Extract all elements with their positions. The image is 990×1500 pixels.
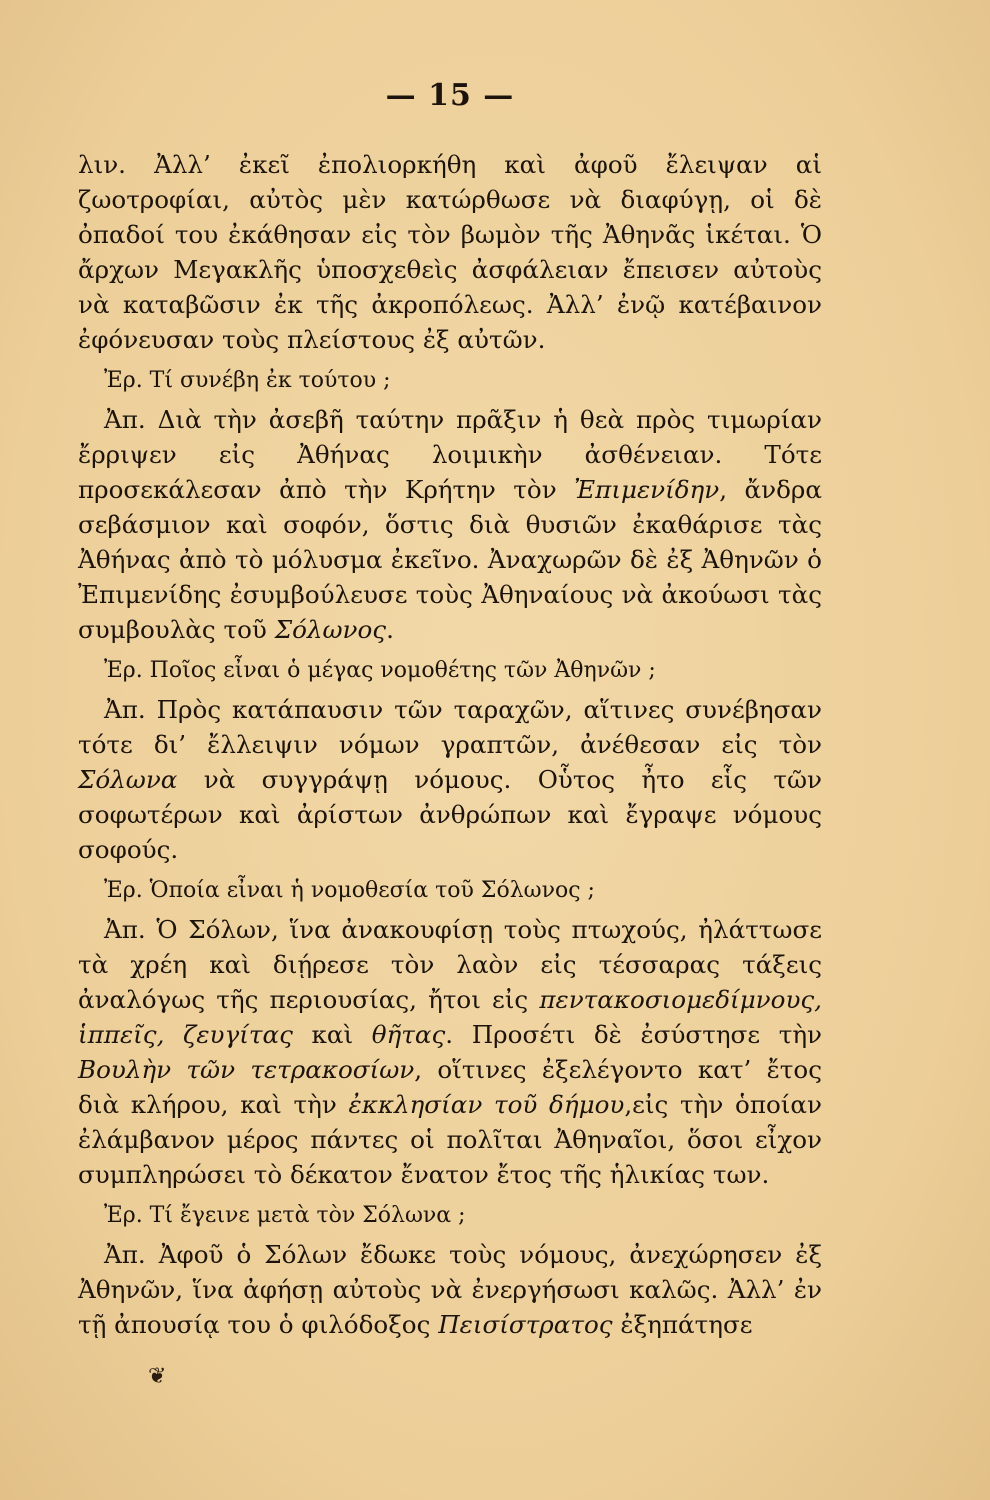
question-2: Ἐρ. Ποῖος εἶναι ὁ μέγας νομοθέτης τῶν Ἀθηνῶν ;: [104, 658, 656, 683]
continuation-paragraph: λιν. Ἀλλ’ ἐκεῖ ἐπολιορκήθη καὶ ἀφοῦ ἔλειψαν αἱ ζωοτροφίαι, αὐτὸς μὲν κατώρθωσε νὰ διαφύγῃ, οἱ δὲ ὀπαδοί του ἐκάθησαν εἰς τὸν βωμὸν τῆς Ἀθηνᾶς ἱκέται. Ὁ ἄρχων Μεγακλῆς ὑποσχεθεὶς ἀσφάλειαν ἔπεισεν αὐτοὺς νὰ καταβῶσιν ἐκ τῆς ἀκροπόλεως. Ἀλλ’ ἐνῷ κατέβαινον ἐφόνευσαν τοὺς πλείστους ἐξ αὐτῶν.: [78, 150, 822, 354]
answer-1: [78, 402, 822, 647]
answer-3-boule: Βουλὴν τῶν τετρακοσίων: [78, 1055, 415, 1084]
answer-3-text-2: καὶ: [311, 1020, 354, 1049]
answer-1-text-1: Ἀπ. Διὰ τὴν ἀσεβῆ ταύτην πρᾶξιν ἡ θεὰ πρὸς τιμωρίαν ἔρριψεν εἰς Ἀθήνας λοιμικὴν ἀσθένειαν. Τότε προσεκάλεσαν ἀπὸ τὴν Κρήτην τὸν: [78, 405, 822, 504]
answer-3-text-5: ,εἰς τὴν ὁποίαν ἐλάμβανον μέρος πάντες οἱ πολῖται Ἀθηναῖοι, ὅσοι εἶχον συμπληρώσει τὸ δέκατον ἔνατον ἔτος τῆς ἡλικίας των.: [78, 1090, 822, 1189]
answer-1-text-2: , ἄνδρα σεβάσμιον καὶ σοφόν, ὅστις διὰ θυσιῶν ἐκαθάρισε τὰς Ἀθήνας ἀπὸ τὸ μόλυσμα ἐκεῖνο. Ἀναχωρῶν δὲ ἐξ Ἀθηνῶν ὁ Ἐπιμενίδης ἐσυμβούλευσε τοὺς Ἀθηναίους νὰ ἀκούωσι τὰς συμβουλὰς τοῦ: [78, 475, 822, 644]
answer-4-text-1: Ἀπ. Ἀφοῦ ὁ Σόλων ἔδωκε τοὺς νόμους, ἀνεχώρησεν ἐξ Ἀθηνῶν, ἵνα ἀφήσῃ αὐτοὺς νὰ ἐνεργήσωσι καλῶς. Ἀλλ’ ἐν τῇ ἀπουσίᾳ του ὁ φιλόδοξος: [78, 1240, 822, 1339]
answer-2-text-1: Ἀπ. Πρὸς κατάπαυσιν τῶν ταραχῶν, αἵτινες συνέβησαν τότε δι’ ἔλλειψιν νόμων γραπτῶν, ἀνέθεσαν εἰς τὸν: [78, 695, 822, 759]
answer-3-text-3: . Προσέτι δὲ ἐσύστησε τὴν: [445, 1020, 822, 1049]
answer-3: [78, 912, 822, 1192]
printer-ornament-icon: ❦: [148, 1364, 167, 1389]
answer-4-name-peisistratos: Πεισίστρατος: [438, 1310, 613, 1339]
answer-2: [78, 692, 822, 867]
answer-2-name-solon: Σόλωνα: [78, 765, 178, 794]
question-4: Ἐρ. Τί ἔγεινε μετὰ τὸν Σόλωνα ;: [104, 1203, 466, 1228]
answer-1-name-epimenides: Ἐπιμενίδην: [574, 475, 720, 504]
answer-4: [78, 1237, 822, 1342]
answer-3-classes: πεντακοσιομεδίμνους, ἱππεῖς, ζευγίτας: [78, 985, 822, 1049]
page-number: — 15 —: [385, 78, 515, 113]
answer-3-ekklesia: ἐκκλησίαν τοῦ δήμου: [348, 1090, 625, 1119]
answer-3-text-4: , οἵτινες ἐξελέγοντο κατ’ ἔτος διὰ κλήρου, καὶ τὴν: [78, 1055, 822, 1119]
question-1: Ἐρ. Τί συνέβη ἐκ τούτου ;: [104, 368, 391, 393]
question-3: Ἐρ. Ὁποία εἶναι ἡ νομοθεσία τοῦ Σόλωνος ;: [104, 878, 595, 903]
answer-3-thetes: θῆτας: [371, 1020, 446, 1049]
book-page: [78, 78, 822, 1342]
answer-4-text-2: ἐξηπάτησε: [620, 1310, 753, 1339]
answer-1-text-3: .: [386, 615, 394, 644]
answer-1-name-solon: Σόλωνος: [274, 615, 387, 644]
answer-2-text-2: νὰ συγγράψῃ νόμους. Οὗτος ἦτο εἷς τῶν σοφωτέρων καὶ ἀρίστων ἀνθρώπων καὶ ἔγραψε νόμους σοφούς.: [78, 765, 822, 864]
answer-3-text-1: Ἀπ. Ὁ Σόλων, ἵνα ἀνακουφίσῃ τοὺς πτωχούς, ἠλάττωσε τὰ χρέη καὶ διῄρεσε τὸν λαὸν εἰς τέσσαρας τάξεις ἀναλόγως τῆς περιουσίας, ἤτοι εἰς: [78, 915, 822, 1014]
